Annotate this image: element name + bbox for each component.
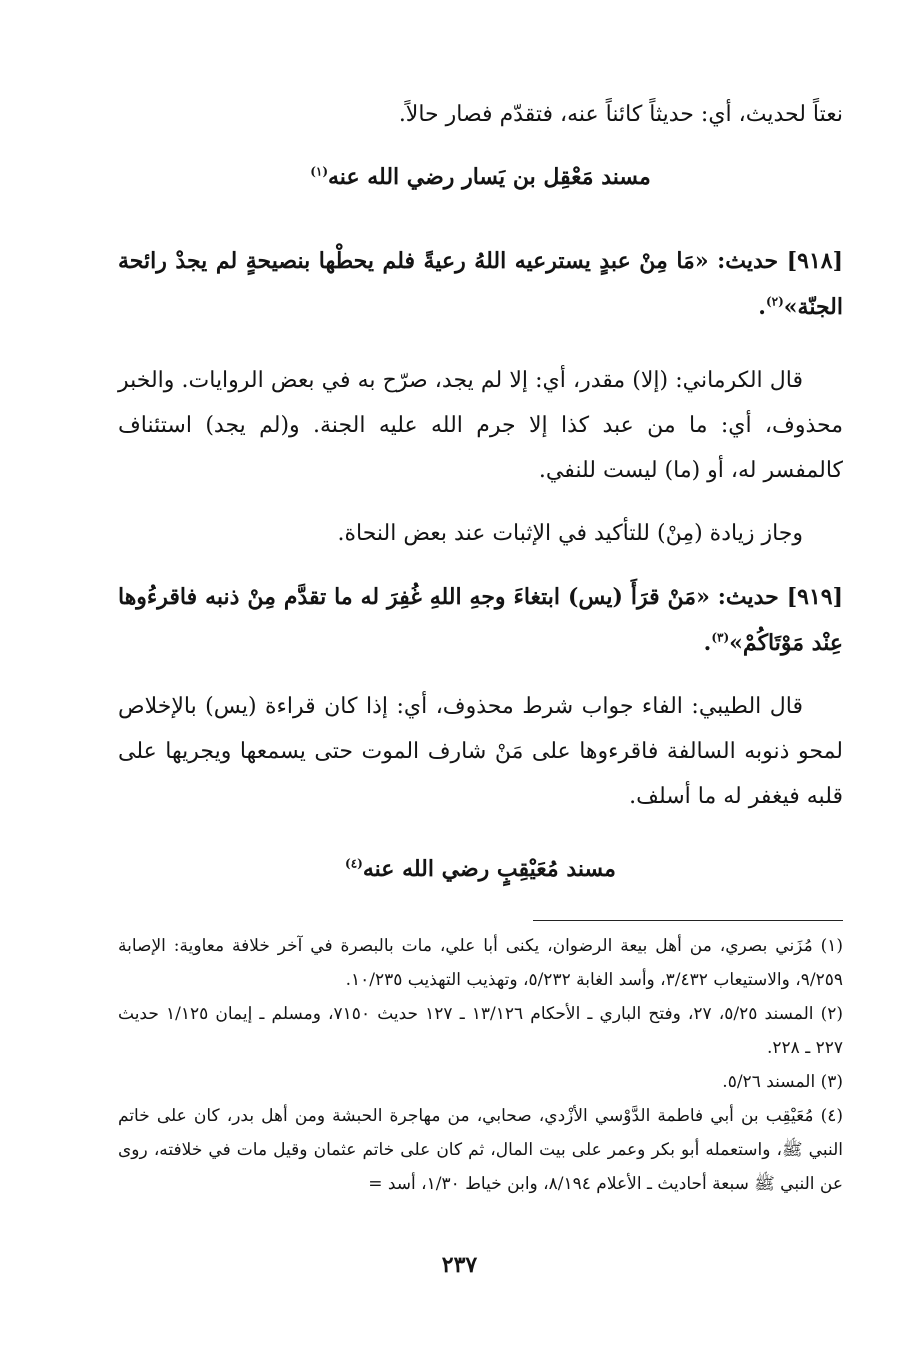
footnote-separator [533,920,843,921]
footnote-ref: (١) [310,164,329,179]
hadith-919: [٩١٩] حديث: «مَنْ قرَأَ (يس) ابتغاءَ وجهِ اللهِ غُفِرَ له ما تقدَّم مِنْ ذنبه فاقرءُوها عِنْد مَوْتَاكُمْ»$^{(٣)}$. [118,584,843,656]
footnotes [118,929,843,1201]
footnote-3: (٣) المسند ٥/٢٦. [722,1072,843,1092]
footnote-ref: (٣) [711,630,730,645]
section-title-muayqib [118,847,843,892]
hadith-918: [٩١٨] حديث: «مَا مِنْ عبدٍ يسترعيه اللهُ رعيةً فلم يحطْها بنصيحةٍ لم يجدْ رائحة الجنّة»$^{(٢)}$. [118,248,843,320]
footnote-ref: (٢) [765,294,784,309]
footnote-1: (١) مُزَني بصري، من أهل بيعة الرضوان، يكنى أبا علي، مات بالبصرة في آخر خلافة معاوية: الإصابة ٩/٢٥٩، والاستيعاب ٣/٤٣٢، وأسد الغابة ٥/٢٣٢، وتهذيب التهذيب ١٠/٢٣٥. [118,936,843,990]
tibi-commentary: قال الطيبي: الفاء جواب شرط محذوف، أي: إذا كان قراءة (يس) بالإخلاص لمحو ذنوبه السالفة فاقرءوها على مَنْ شارف الموت حتى يسمعها ويجريها على قلبه فيغفر له ما أسلف. [118,694,843,809]
page-number: ٢٣٧ [441,1252,478,1278]
section-title-text: مسند مَعْقِل بن يَسار رضي الله عنه [328,164,651,190]
hadith-number: [٩١٨] [786,248,843,274]
footnote-ref: (٤) [345,856,363,871]
kirmani-commentary: قال الكرماني: (إلا) مقدر، أي: إلا لم يجد، صرّح به في بعض الروايات. والخبر محذوف، أي: ما من عبد كذا إلا جرم الله عليه الجنة. و(لم يجد) استئناف كالمفسر له، أو (ما) ليست للنفي. [118,368,843,483]
hadith-number: [٩١٩] [786,584,843,610]
page-body [118,92,843,1201]
kirmani-commentary-2: وجاز زيادة (مِنْ) للتأكيد في الإثبات عند بعض النحاة. [337,521,803,546]
section-title-maqil [118,155,843,200]
hadith-text: حديث: «مَا مِنْ عبدٍ يسترعيه اللهُ رعيةً فلم يحطْها بنصيحةٍ لم يجدْ رائحة الجنّة» [118,248,843,320]
hadith-text: حديث: «مَنْ قرَأَ (يس) ابتغاءَ وجهِ اللهِ غُفِرَ له ما تقدَّم مِنْ ذنبه فاقرءُوها عِنْد مَوْتَاكُمْ» [118,584,843,656]
footnote-2: (٢) المسند ٥/٢٥، ٢٧، وفتح الباري ـ الأحكام ١٣/١٢٦ ـ ١٢٧ حديث ٧١٥٠، ومسلم ـ إيمان ١/١٢٥ حديث ٢٢٧ ـ ٢٢٨. [118,1004,844,1058]
footnote-4: (٤) مُعَيْقِب بن أبي فاطمة الدَّوْسي الأزْدي، صحابي، من مهاجرة الحبشة ومن أهل بدر، كان على خاتم النبي ﷺ، واستعمله أبو بكر وعمر على بيت المال، ثم كان على خاتم عثمان وقيل مات في خلافته، روى عن النبي ﷺ سبعة أحاديث ـ الأعلام ٨/١٩٤، وابن خياط ١/٣٠، أسد = [118,1106,843,1194]
section-title-text: مسند مُعَيْقِبٍ رضي الله عنه [362,856,616,882]
intro-line: نعتاً لحديث، أي: حديثاً كائناً عنه، فتقدّم فصار حالاً. [398,102,843,127]
